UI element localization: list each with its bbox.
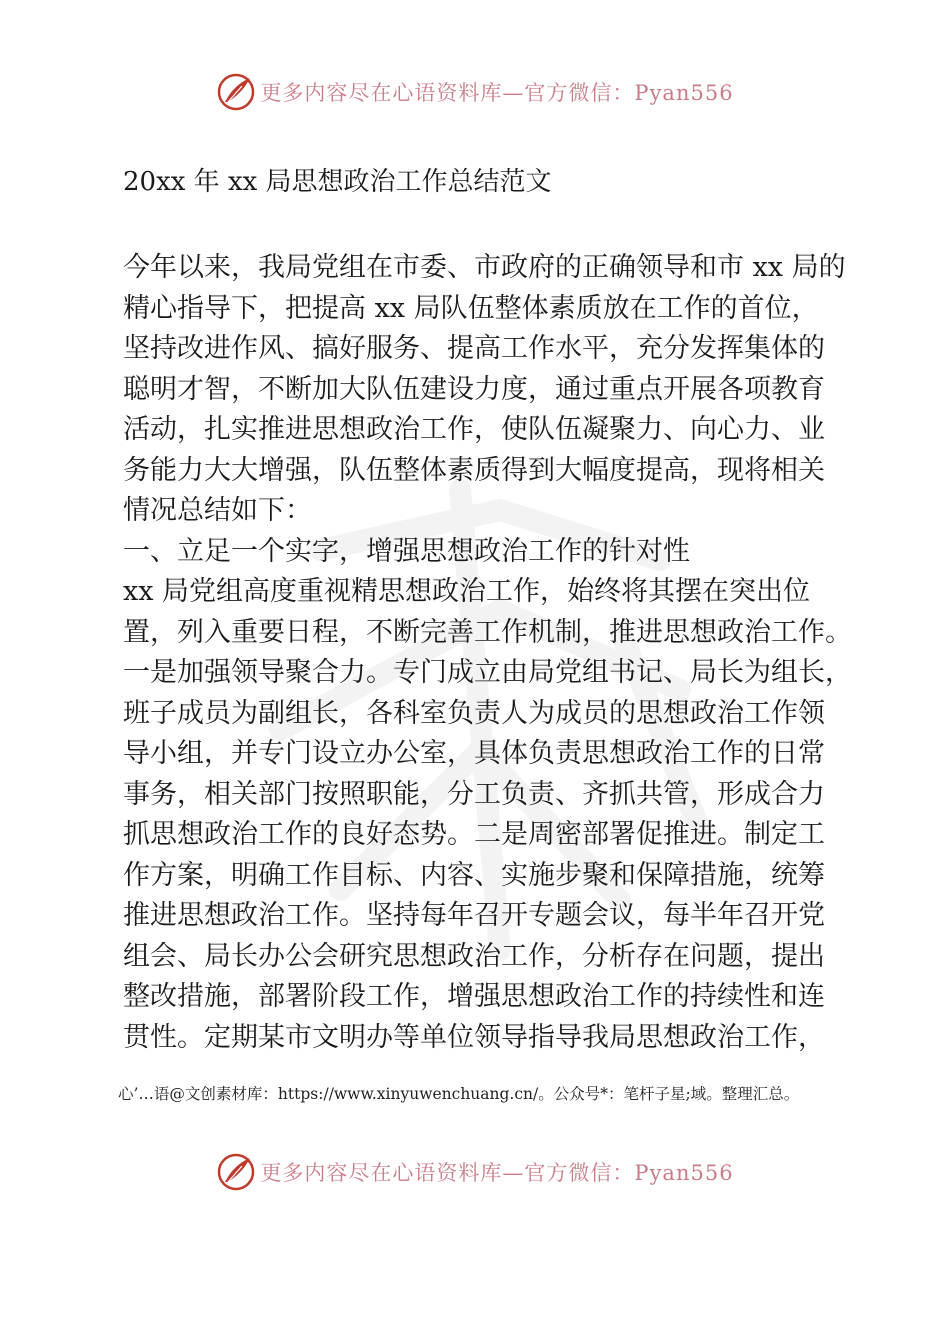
body-line: 整改措施，部署阶段工作，增强思想政治工作的持续性和连	[123, 981, 825, 1012]
body-line: 组会、局长办公会研究思想政治工作，分析存在问题，提出	[123, 940, 825, 972]
footer-banner	[0, 1150, 950, 1194]
body-line: 今年以来，我局党组在市委、市政府的正确领导和市 xx 局的	[123, 252, 846, 283]
banner-text: 更多内容尽在心语资料库—官方微信：Pyan556	[260, 81, 734, 105]
body-line: 贯性。定期某市文明办等单位领导指导我局思想政治工作，	[123, 1021, 825, 1053]
body-line: 班子成员为副组长，各科室负责人为成员的思想政治工作领	[123, 697, 825, 729]
banner-text: 更多内容尽在心语资料库—官方微信：Pyan556	[260, 1161, 734, 1185]
body-line: 活动，扎实推进思想政治工作，使队伍凝聚力、向心力、业	[123, 414, 825, 445]
body-line: 作方案，明确工作目标、内容、实施步聚和保障措施，统筹	[123, 859, 825, 891]
body-line: xx 局党组高度重视精思想政治工作，始终将其摆在突出位	[123, 576, 811, 607]
source-note: 心’…语@文创素材库：https://www.xinyuwenchuang.cn/。公众号*：笔杆子星;域。整理汇总。	[118, 1085, 800, 1103]
body-line: 精心指导下，把提高 xx 局队伍整体素质放在工作的首位，	[123, 292, 819, 324]
document-body	[123, 248, 852, 1058]
feather-pen-logo-icon	[216, 1152, 256, 1192]
body-line: 置，列入重要日程，不断完善工作机制，推进思想政治工作。	[123, 616, 852, 648]
body-line: 导小组，并专门设立办公室，具体负责思想政治工作的日常	[123, 738, 825, 769]
body-line: 坚持改进作风、搞好服务、提高工作水平，充分发挥集体的	[123, 333, 825, 364]
header-banner	[0, 70, 950, 114]
body-line: 务能力大大增强，队伍整体素质得到大幅度提高，现将相关	[123, 454, 825, 486]
body-line: 情况总结如下：	[123, 495, 312, 526]
body-line: 一是加强领导聚合力。专门成立由局党组书记、局长为组长，	[123, 657, 852, 688]
document-title: 20xx 年 xx 局思想政治工作总结范文	[123, 167, 552, 197]
feather-pen-logo-icon	[216, 72, 256, 112]
section-heading: 一、立足一个实字，增强思想政治工作的针对性	[123, 535, 690, 567]
body-line: 推进思想政治工作。坚持每年召开专题会议，每半年召开党	[123, 900, 825, 931]
body-line: 事务，相关部门按照职能，分工负责、齐抓共管，形成合力	[123, 778, 825, 810]
body-line: 聪明才智，不断加大队伍建设力度，通过重点开展各项教育	[123, 373, 825, 405]
body-line: 抓思想政治工作的良好态势。二是周密部署促推进。制定工	[123, 819, 825, 850]
